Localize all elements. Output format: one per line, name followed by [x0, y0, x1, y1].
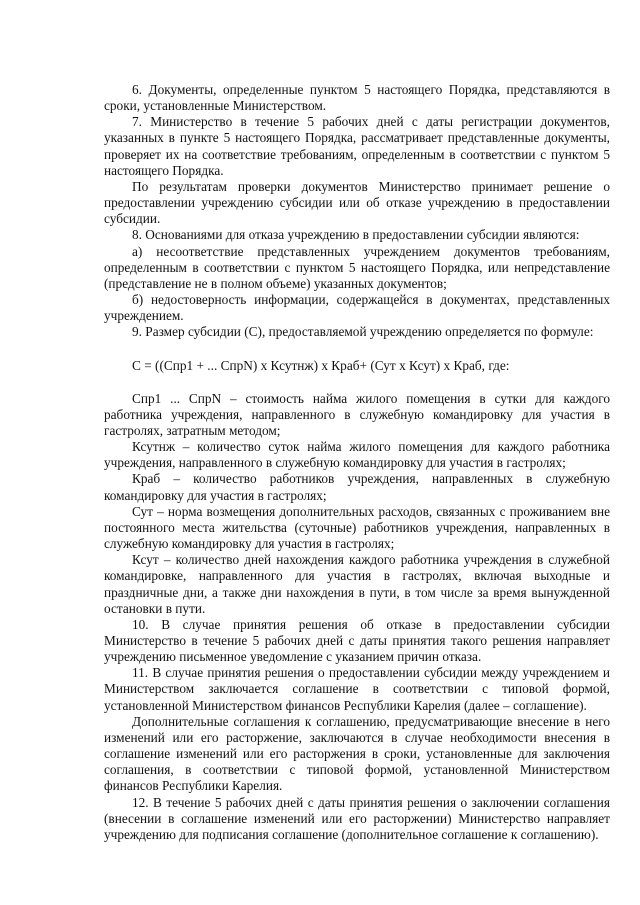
paragraph-6: 6. Документы, определенные пунктом 5 настоящего Порядка, представляются в сроки, установленные Министерством. — [104, 82, 610, 114]
definition-spr: Спр1 ... СпрN – стоимость найма жилого помещения в сутки для каждого работника учреждения, направленного в служебную командировку для участия в гастролях, затратным методом; — [104, 390, 610, 438]
paragraph-11-additional: Дополнительные соглашения к соглашению, предусматривающие внесение в него изменений или его расторжение, заключаются в случае необходимости внесения в соглашение изменений или его расторжения в сроки, установленные для заключения соглашения, в соответствии с типовой формой, установленной Министерством финансов Республики Карелия. — [104, 713, 610, 794]
definition-ksut: Ксут – количество дней нахождения каждого работника учреждения в служебной командировке, направленного для участия в гастролях, включая выходные и праздничные дни, а также дни нахождения в пути, в том числе за время вынужденной остановки в пути. — [104, 552, 610, 616]
paragraph-8a: а) несоответствие представленных учреждением документов требованиям, определенным в соответствии с пунктом 5 настоящего Порядка, или непредставление (представление не в полном объеме) указанных документов; — [104, 243, 610, 291]
paragraph-8: 8. Основаниями для отказа учреждению в предоставлении субсидии являются: — [132, 227, 580, 243]
definition-ksutnzh: Ксутнж – количество суток найма жилого помещения для каждого работника учреждения, направленного в служебную командировку для участия в гастролях; — [104, 439, 610, 471]
paragraph-12: 12. В течение 5 рабочих дней с даты принятия решения о заключении соглашения (внесении в соглашение изменений или его расторжении) Министерство направляет учреждению для подписания соглашение (дополнительное соглашение к соглашению). — [104, 794, 610, 842]
paragraph-8b: б) недостоверность информации, содержащейся в документах, представленных учреждением. — [104, 292, 610, 324]
subsidy-formula: С = ((Спр1 + ... СпрN) х Ксутнж) х Краб+ (Сут х Ксут) х Краб, где: — [132, 357, 510, 373]
definition-krab: Краб – количество работников учреждения, направленных в служебную командировку для участия в гастролях; — [104, 471, 610, 503]
paragraph-7-result: По результатам проверки документов Министерство принимает решение о предоставлении учреждению субсидии или об отказе учреждению в предоставлении субсидии. — [104, 178, 610, 227]
document-page — [104, 82, 610, 843]
paragraph-10: 10. В случае принятия решения об отказе в предоставлении субсидии Министерство в течение 5 рабочих дней с даты принятия такого решения направляет учреждению письменное уведомление с указанием причин отказа. — [104, 616, 610, 665]
definition-sut: Сут – норма возмещения дополнительных расходов, связанных с проживанием вне постоянного места жительства (суточные) работников учреждения, направленных в служебную командировку для участия в гастролях; — [104, 503, 610, 552]
paragraph-11: 11. В случае принятия решения о предоставлении субсидии между учреждением и Министерством заключается соглашение в соответствии с типовой формой, установленной Министерством финансов Республики Карелия (далее – соглашение). — [104, 665, 610, 713]
paragraph-7: 7. Министерство в течение 5 рабочих дней с даты регистрации документов, указанных в пункте 5 настоящего Порядка, рассматривает представленные документы, проверяет их на соответствие требованиям, определенным в соответствии с пунктом 5 настоящего Порядка. — [104, 114, 610, 178]
paragraph-9: 9. Размер субсидии (С), предоставляемой учреждению определяется по формуле: — [132, 324, 594, 340]
